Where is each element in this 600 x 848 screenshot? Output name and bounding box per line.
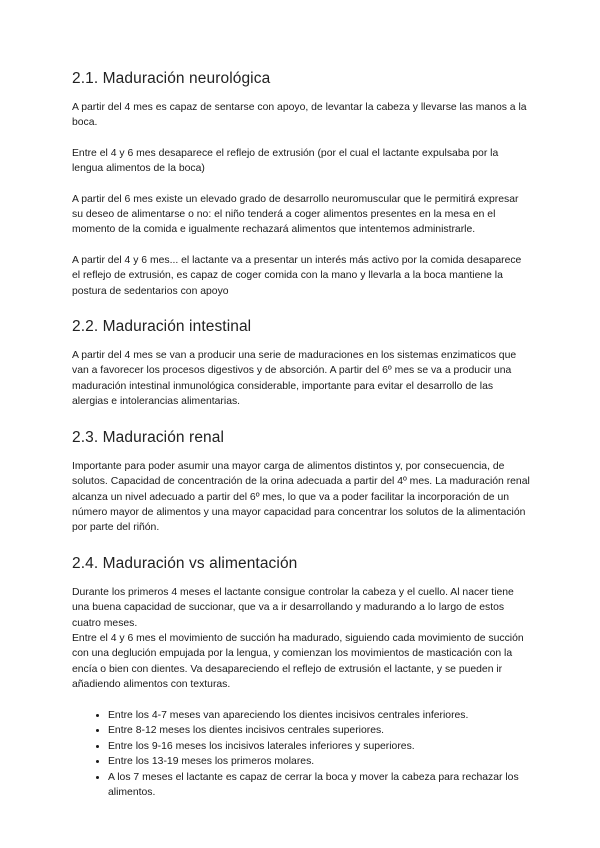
paragraph: Importante para poder asumir una mayor carga de alimentos distintos y, por consecuencia, de solutos. Capacidad de concentración de la orina adecuada a partir del 4º mes. La maduración renal alcanza un nivel adecuado a partir del 6º mes, lo que va a poder facilitar la incorporación de un número mayor de alimentos y una mayor capacidad para concentrar los solutos de la alimentación por parte del riñón. [72,460,530,534]
list-item: • Entre los 9-16 meses los incisivos laterales inferiores y superiores. [108,739,530,755]
paragraph: A partir del 6 mes existe un elevado grado de desarrollo neuromuscular que le permitirá expresar su deseo de alimentarse o no: el niño tenderá a coger alimentos presentes en la mesa en el momento de la comida e igualmente rechazará alimentos que intentemos administrarle. [72,193,519,236]
paragraph: Entre el 4 y 6 mes el movimiento de succión ha madurado, siguiendo cada movimiento de succión con una deglución empujada por la lengua, y comienzan los movimientos de masticación con la encía o bien con dientes. Va desapareciendo el reflejo de extrusión el lactante, y se pueden ir añadiendo alimentos con texturas. [72,632,524,691]
paragraph: A partir del 4 mes es capaz de sentarse con apoyo, de levantar la cabeza y llevarse las manos a la boca. [72,102,527,129]
paragraph: Entre el 4 y 6 mes desaparece el reflejo de extrusión (por el cual el lactante expulsaba por la lengua alimentos de la boca) [72,147,499,175]
paragraph: A partir del 4 y 6 mes... el lactante va a presentar un interés más activo por la comida desaparece el reflejo de extrusión, es capaz de coger comida con la mano y llevarla a la boca mantiene la postura de sedentarios con apoyo [72,254,522,297]
section-heading-alimentacion: 2.4. Maduración vs alimentación [72,554,298,572]
paragraph: Durante los primeros 4 meses el lactante consigue controlar la cabeza y el cuello. Al nacer tiene una buena capacidad de succionar, que va a ir desarrollando y madurando a lo largo de estos cuatro meses. [72,586,514,629]
list-item: • Entre los 4-7 meses van apareciendo los dientes incisivos centrales inferiores. [108,708,530,724]
paragraph: A partir del 4 mes se van a producir una serie de maduraciones en los sistemas enzimaticos que van a favorecer los procesos digestivos y de absorción. A partir del 6º mes se va a producir una maduración intestinal inmunológica considerable, importante para evitar el desarrollo de las alergias e intolerancias alimentarias. [72,350,517,408]
list-item: • Entre los 13-19 meses los primeros molares. [108,754,530,770]
section-heading-neurologica: 2.1. Maduración neurológica [72,70,271,87]
section-heading-renal: 2.3. Maduración renal [72,428,225,446]
list-item: • Entre 8-12 meses los dientes incisivos centrales superiores. [108,723,530,739]
document-content [72,70,530,800]
teeth-bullet-list [72,708,530,801]
list-item: • A los 7 meses el lactante es capaz de cerrar la boca y mover la cabeza para rechazar los alimentos. [108,770,530,800]
section-heading-intestinal: 2.2. Maduración intestinal [72,318,252,336]
